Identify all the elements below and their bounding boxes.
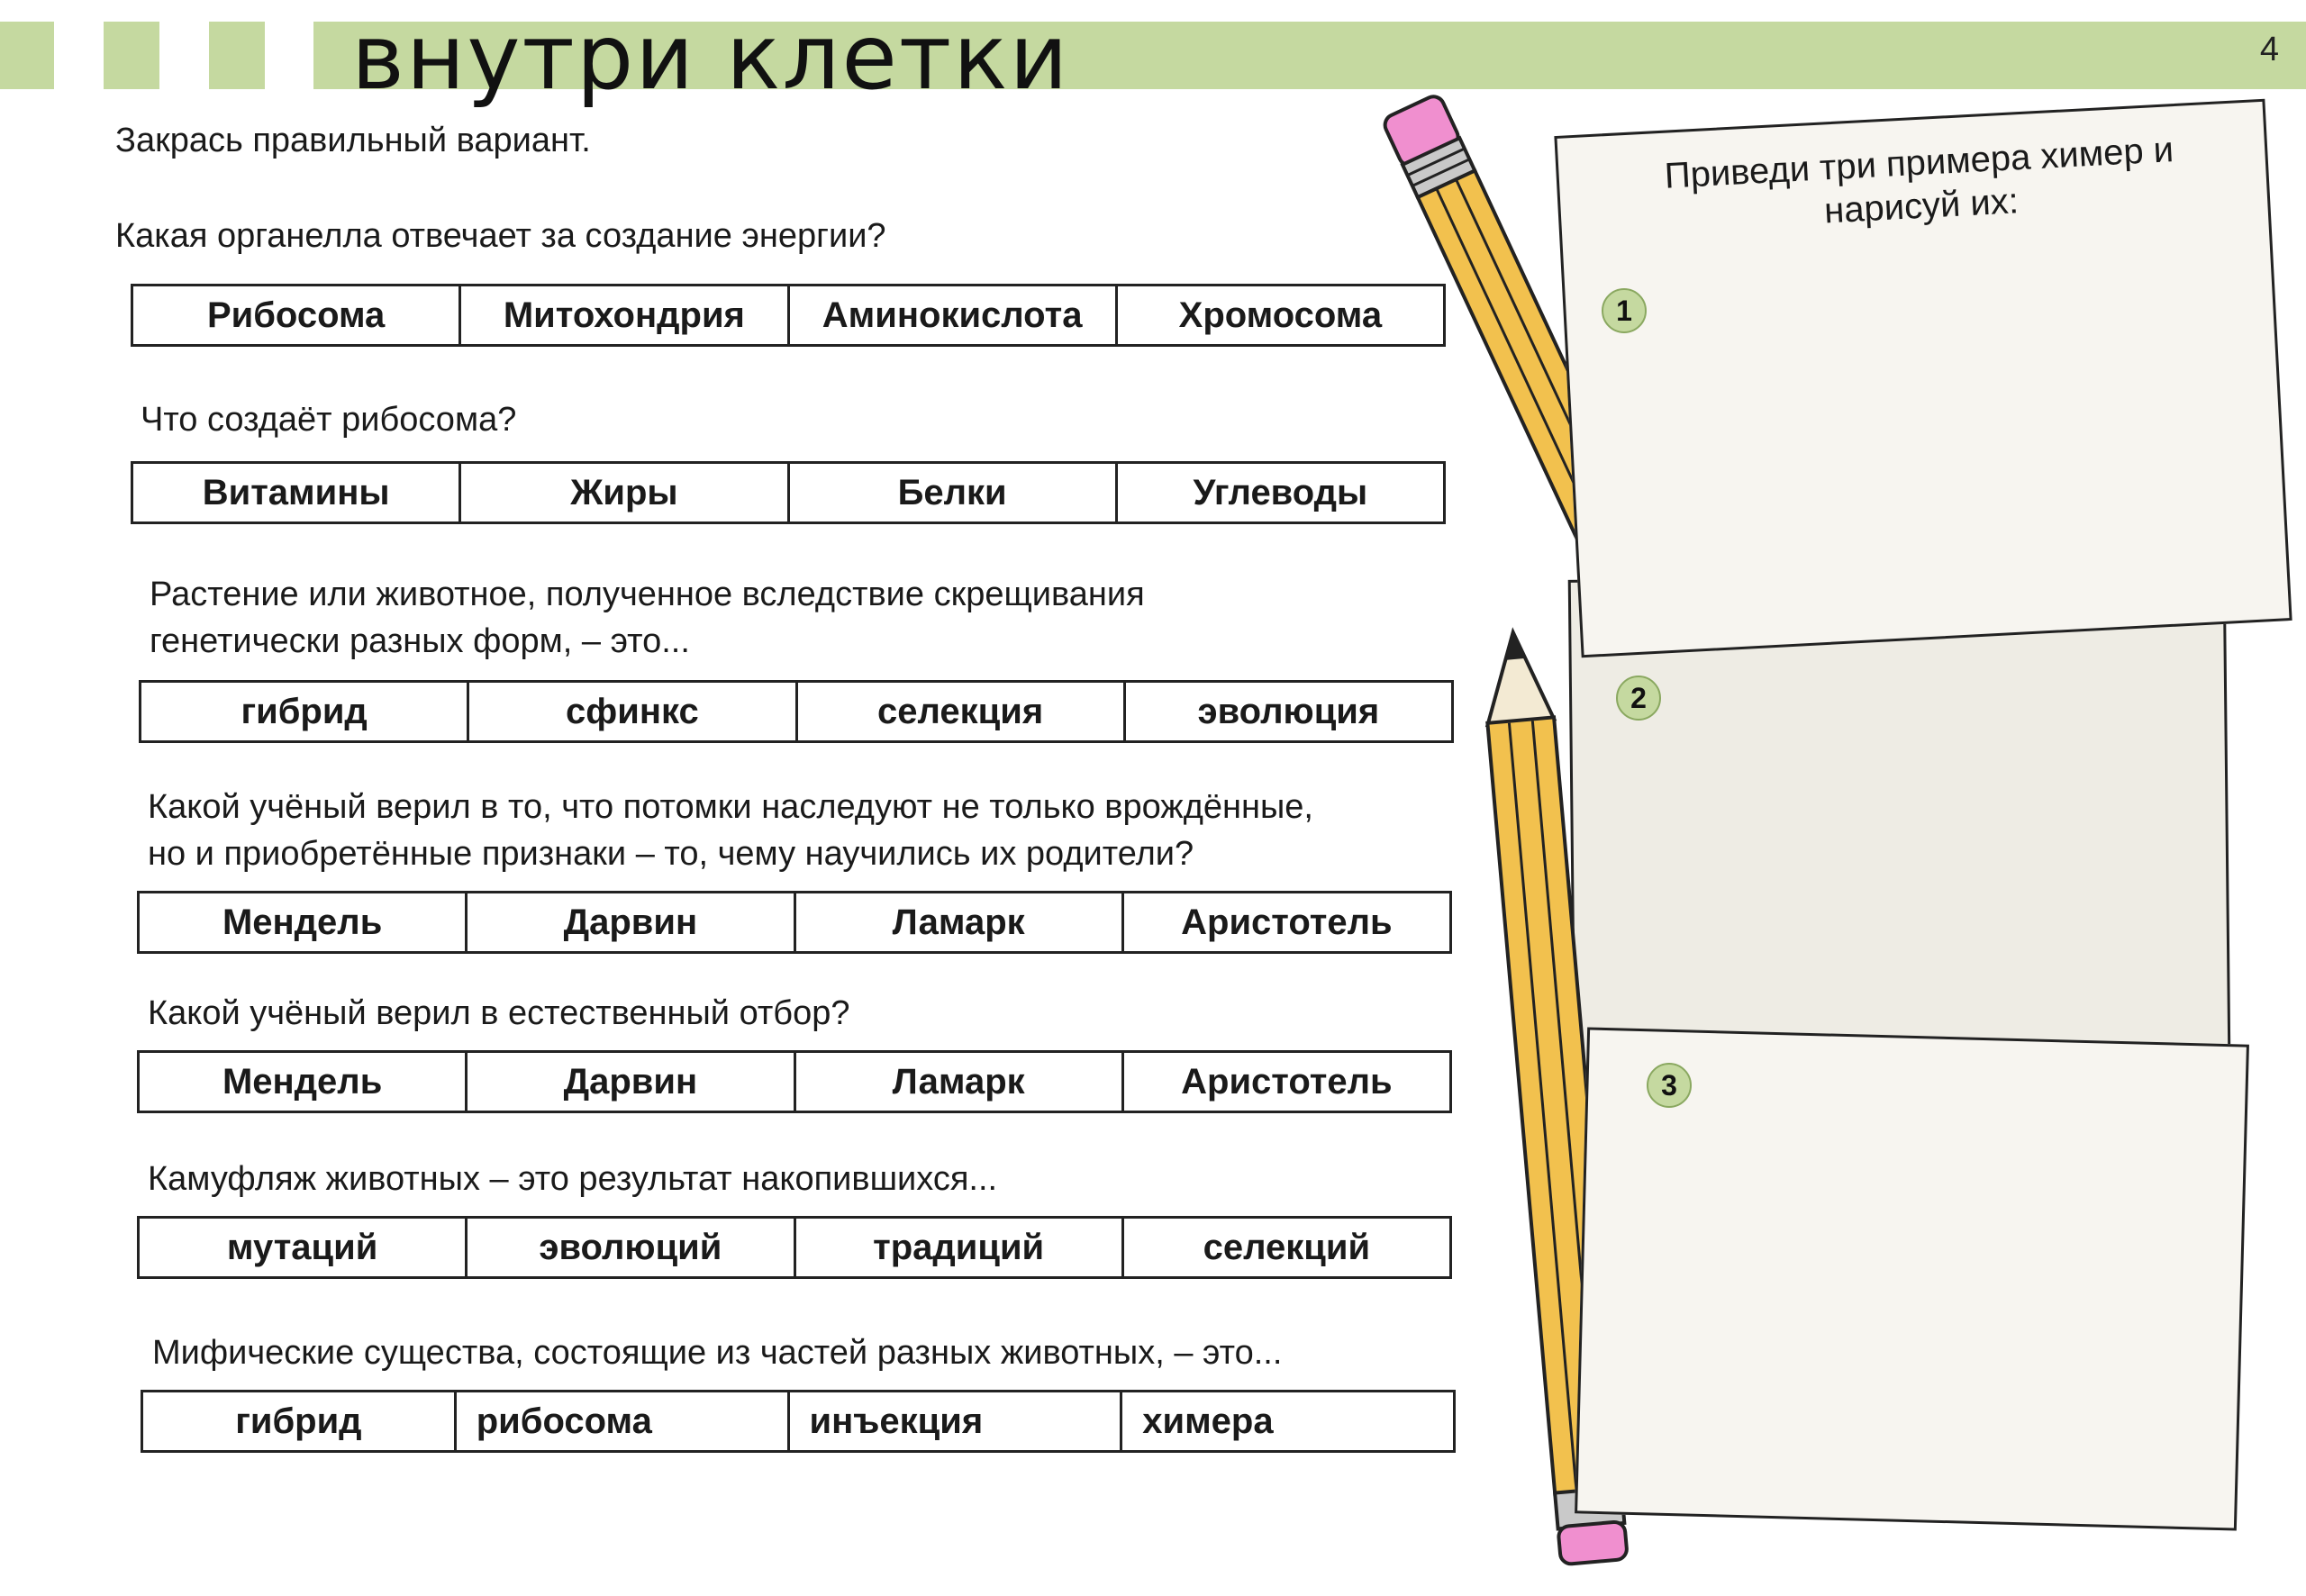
option-button[interactable]: Хромосома xyxy=(1178,295,1383,335)
question-3 xyxy=(150,571,1145,665)
option-button[interactable]: Витамины xyxy=(133,464,461,521)
question-6 xyxy=(148,1156,997,1202)
options-row-4 xyxy=(137,891,1452,954)
question-7 xyxy=(152,1329,1282,1376)
option-button[interactable]: Ламарк xyxy=(796,1053,1124,1111)
option-button[interactable]: гибрид xyxy=(141,683,469,740)
option-button[interactable]: Аристотель xyxy=(1181,902,1393,942)
option-button[interactable]: эволюций xyxy=(468,1219,795,1276)
options-row-2 xyxy=(131,461,1446,524)
page-title: внутри клетки xyxy=(351,5,1070,110)
option-button[interactable]: эволюция xyxy=(1197,691,1380,731)
header-block-1 xyxy=(0,22,54,89)
option-button[interactable]: сфинкс xyxy=(469,683,797,740)
options-row-7 xyxy=(141,1390,1456,1453)
header-block-2 xyxy=(104,22,159,89)
option-button[interactable]: инъекция xyxy=(790,1392,1123,1450)
question-4 xyxy=(148,784,1313,877)
options-row-1 xyxy=(131,284,1446,347)
option-button[interactable]: традиций xyxy=(796,1219,1124,1276)
option-button[interactable]: Аминокислота xyxy=(790,286,1118,344)
option-button[interactable]: Рибосома xyxy=(133,286,461,344)
question-line: Камуфляж животных – это результат накопившихся... xyxy=(148,1160,998,1198)
options-row-6 xyxy=(137,1216,1452,1279)
option-button[interactable]: Аристотель xyxy=(1181,1061,1393,1102)
option-button[interactable]: селекций xyxy=(1203,1227,1371,1267)
panel-title xyxy=(1594,124,2247,245)
instruction-text: Закрась правильный вариант. xyxy=(115,122,591,159)
number-badge: 3 xyxy=(1647,1063,1692,1108)
question-line: генетически разных форм, – это... xyxy=(150,622,690,660)
option-button[interactable]: Дарвин xyxy=(468,1053,795,1111)
option-button[interactable]: рибосома xyxy=(457,1392,790,1450)
panel-title-line: Приведи три примера химер и xyxy=(1663,130,2175,196)
option-button[interactable]: химера xyxy=(1142,1401,1274,1441)
question-line: Что создаёт рибосома? xyxy=(141,401,517,439)
option-button[interactable]: Белки xyxy=(790,464,1118,521)
option-button[interactable]: мутаций xyxy=(140,1219,468,1276)
page-number: 4 xyxy=(2259,31,2279,68)
option-button[interactable]: Углеводы xyxy=(1193,472,1368,512)
question-line: Какой учёный верил в естественный отбор? xyxy=(148,994,850,1032)
header-block-3 xyxy=(209,22,265,89)
question-line: Растение или животное, полученное вследствие скрещивания xyxy=(150,576,1145,613)
option-button[interactable]: Митохондрия xyxy=(461,286,789,344)
question-2 xyxy=(141,396,516,443)
drawing-panel-top[interactable] xyxy=(1554,99,2292,658)
option-button[interactable]: гибрид xyxy=(143,1392,457,1450)
number-badge: 1 xyxy=(1602,288,1647,333)
option-button[interactable]: Мендель xyxy=(140,893,468,951)
option-button[interactable]: Мендель xyxy=(140,1053,468,1111)
option-button[interactable]: Ламарк xyxy=(796,893,1124,951)
option-button[interactable]: Дарвин xyxy=(468,893,795,951)
panel-title-line: нарисуй их: xyxy=(1823,181,2020,231)
question-line: Мифические существа, состоящие из частей разных животных, – это... xyxy=(152,1334,1283,1372)
option-button[interactable]: селекция xyxy=(798,683,1126,740)
question-1 xyxy=(115,213,886,259)
question-line: Какая органелла отвечает за создание энергии? xyxy=(115,217,886,255)
question-line: но и приобретённые признаки – то, чему научились их родители? xyxy=(148,835,1194,873)
options-row-5 xyxy=(137,1050,1452,1113)
question-line: Какой учёный верил в то, что потомки наследуют не только врождённые, xyxy=(148,788,1313,826)
options-row-3 xyxy=(139,680,1454,743)
option-button[interactable]: Жиры xyxy=(461,464,789,521)
question-5 xyxy=(148,990,849,1037)
number-badge: 2 xyxy=(1616,676,1661,721)
